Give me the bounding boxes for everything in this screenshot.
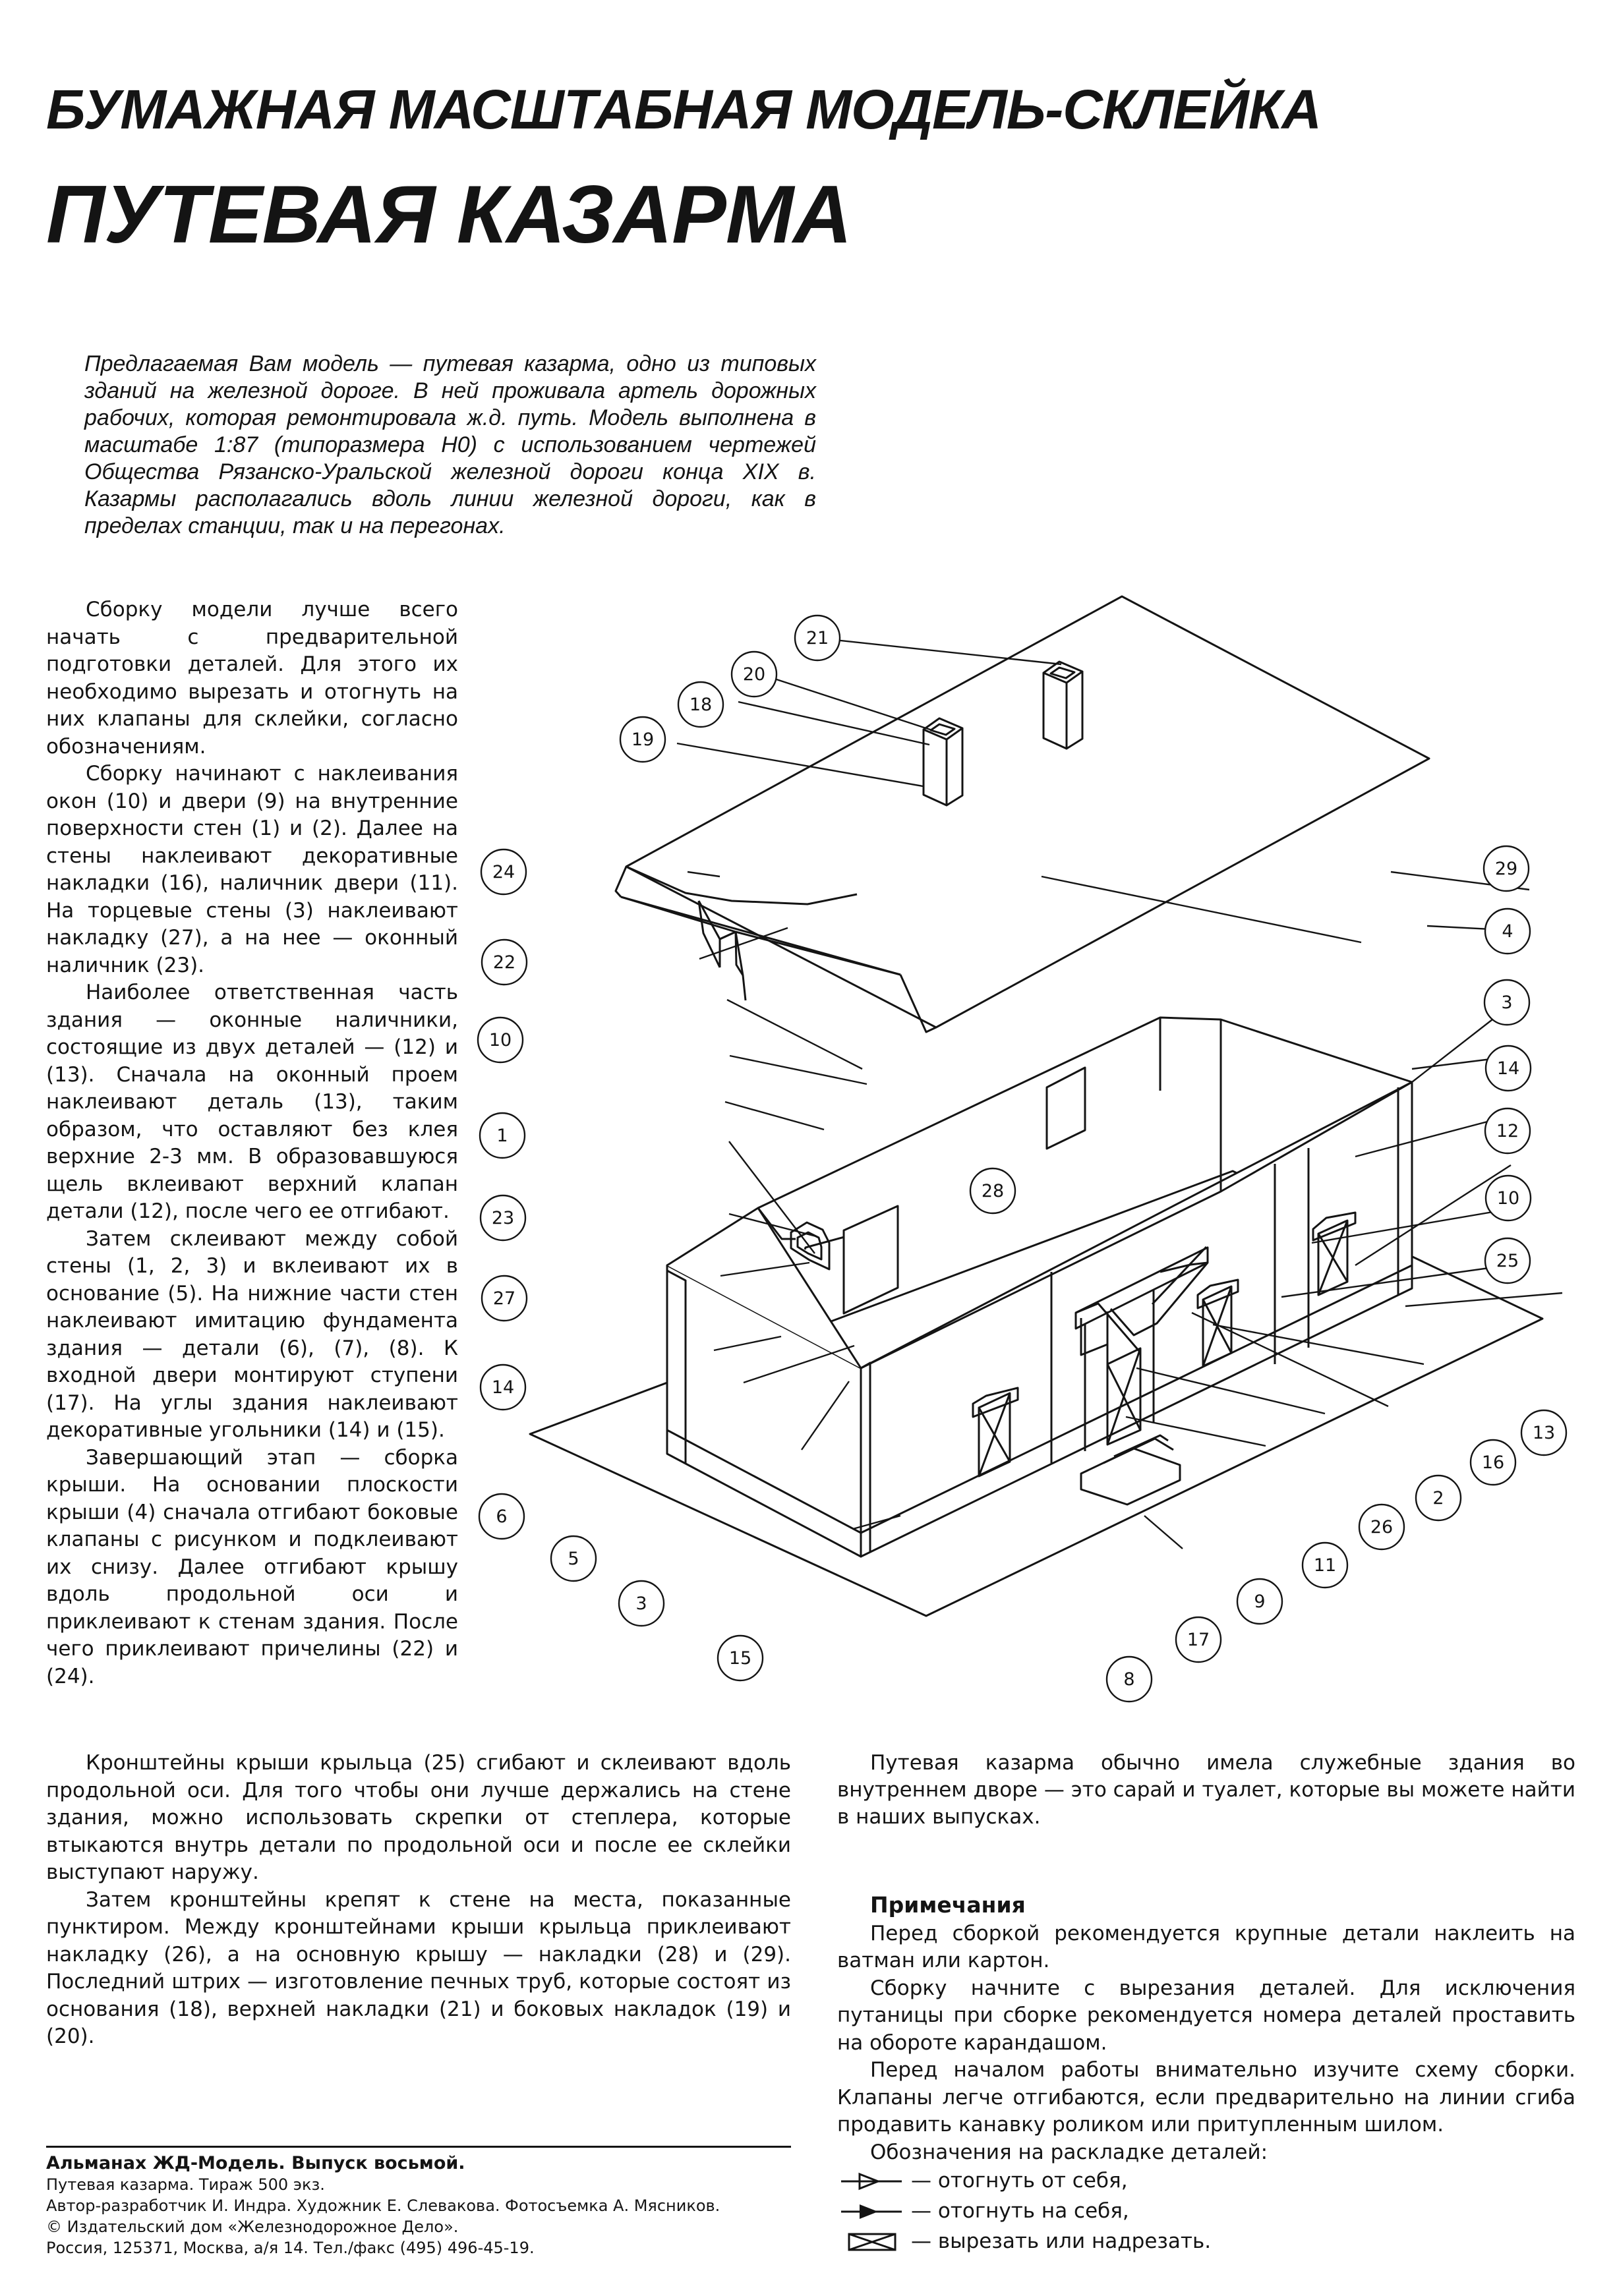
imprint xyxy=(46,2146,791,2258)
cut-box-icon xyxy=(840,2230,903,2254)
callout-23-label: 23 xyxy=(491,1208,515,1228)
instruction-paragraph: Затем кронштейны крепят к стене на места, показанные пунктиром. Между кронштейнами крыши крыльца приклеивают накладку (26), а на основную крышу — накладки (28) и (29). Последний штрих — изготовление печных труб, которые состоят из основания (18), верхней накладки (21) и боковых накладок (19) и (20). xyxy=(46,1887,791,2048)
callout-19-label: 19 xyxy=(631,730,655,750)
callout-14-label: 14 xyxy=(1496,1058,1520,1079)
legend-text: — отогнуть на себя, xyxy=(911,2199,1129,2224)
callout-2-label: 2 xyxy=(1432,1488,1444,1508)
callout-27-label: 27 xyxy=(492,1288,516,1309)
callout-28-label: 28 xyxy=(981,1181,1005,1201)
legend-title: Обозначения на раскладке деталей: xyxy=(870,2140,1268,2164)
imprint-title: Альманах ЖД-Модель. Выпуск восьмой. xyxy=(46,2153,465,2173)
callout-18-label: 18 xyxy=(689,695,713,715)
instruction-paragraph: Кронштейны крыши крыльца (25) сгибают и склеивают вдоль продольной оси. Для того чтобы они лучше держались на стене здания, можно использовать скрепки от степлера, которые втыкаются внутрь детали по продольной оси и после ее склейки выступают наружу. xyxy=(46,1751,791,1884)
assembly-instructions-continued xyxy=(46,1750,791,2051)
page-subtitle: БУМАЖНАЯ МАСШТАБНАЯ МОДЕЛЬ-СКЛЕЙКА xyxy=(46,78,1322,140)
legend-item-cut xyxy=(840,2227,1575,2257)
callout-10-label: 10 xyxy=(488,1030,512,1050)
instruction-paragraph: Сборку начинают с наклеивания окон (10) и двери (9) на внутренние поверхности стен (1) и (2). Далее на стены наклеивают декоративные накладки (16), наличник двери (11). На торцевые стены (3) наклеивают накладку (27), а на нее — оконный наличник (23). xyxy=(46,762,458,977)
chimney-left xyxy=(924,718,962,805)
callout-24-label: 24 xyxy=(492,862,515,882)
callout-1-label: 1 xyxy=(496,1126,508,1146)
imprint-line: Путевая казарма. Тираж 500 экз. xyxy=(46,2175,325,2194)
callout-29-label: 29 xyxy=(1494,859,1518,879)
legend-item-fold-away xyxy=(840,2166,1575,2196)
callout-16-label: 16 xyxy=(1481,1452,1505,1473)
callout-26-label: 26 xyxy=(1370,1517,1394,1537)
outbuildings-text: Путевая казарма обычно имела служебные здания во внутреннем дворе — это сарай и туалет, которые вы можете найти в наших выпусках. xyxy=(837,1751,1575,1829)
page-title: ПУТЕВАЯ КАЗАРМА xyxy=(46,169,852,260)
callout-11-label: 11 xyxy=(1313,1555,1337,1576)
legend-item-fold-toward xyxy=(840,2196,1575,2227)
callout-9-label: 9 xyxy=(1254,1592,1266,1612)
note-paragraph: Сборку начните с вырезания деталей. Для исключения путаницы при сборке рекомендуется номера деталей проставить на обороте карандашом. xyxy=(837,1976,1575,2055)
outbuildings-note xyxy=(837,1750,1575,1831)
callout-8-label: 8 xyxy=(1123,1669,1135,1690)
callout-12-label: 12 xyxy=(1496,1121,1519,1141)
callout-10b-label: 10 xyxy=(1496,1188,1520,1209)
chimney-right xyxy=(1043,662,1082,749)
instruction-paragraph: Сборку модели лучше всего начать с предварительной подготовки деталей. Для этого их необходимо вырезать и отогнуть на них клапаны для склейки, согласно обозначениям. xyxy=(46,598,458,759)
notes-heading: Примечания xyxy=(870,1892,1026,1918)
imprint-line: Автор-разработчик И. Индра. Художник Е. Слевакова. Фотосъемка А. Мясников. xyxy=(46,2196,720,2215)
callout-20-label: 20 xyxy=(742,664,766,685)
instruction-paragraph: Завершающий этап — сборка крыши. На основании плоскости крыши (4) сначала отгибают боковые клапаны с рисунком и подклеивают их снизу. Далее отгибают крышу вдоль продольной оси и приклеивают к стенам здания. После чего приклеивают причелины (22) и (24). xyxy=(46,1445,458,1688)
imprint-line: © Издательский дом «Железнодорожное Дело». xyxy=(46,2218,459,2236)
legend-text: — вырезать или надрезать. xyxy=(911,2229,1212,2254)
fold-away-arrow-icon xyxy=(840,2171,903,2191)
callout-21-label: 21 xyxy=(806,628,829,648)
notes-section xyxy=(837,1891,1575,2257)
instruction-paragraph: Наиболее ответственная часть здания — оконные наличники, состоящие из двух деталей — (12) и (13). Сначала на оконный проем наклеивают деталь (13), таким образом, что оставляют без клея верхние 2-3 мм. В образовавшуюся щель вклеивают верхний клапан детали (12), после чего ее отгибают. xyxy=(46,981,458,1223)
callout-6-label: 6 xyxy=(496,1507,508,1527)
callout-15-label: 15 xyxy=(728,1648,752,1669)
callout-17-label: 17 xyxy=(1187,1630,1210,1650)
callout-3-label: 3 xyxy=(1501,992,1513,1013)
intro-text: Предлагаемая Вам модель — путевая казарма, одно из типовых зданий на железной дороге. В ней проживала артель дорожных рабочих, которая ремонтировала ж.д. путь. Модель выполнена в масштабе 1:87 (типоразмера Н0) с использованием чертежей Общества Рязанско-Уральской железной дороги конца XIX в. Казармы располагались вдоль линии железной дороги, как в пределах станции, так и на перегонах. xyxy=(84,351,816,538)
callout-3b-label: 3 xyxy=(635,1593,647,1614)
callout-5-label: 5 xyxy=(568,1549,579,1569)
instruction-paragraph: Затем склеивают между собой стены (1, 2, 3) и вклеивают их в основание (5). На нижние части стен наклеивают имитацию фундамента здания — детали (6), (7), (8). К входной двери монтируют ступени (17). На углы здания наклеивают декоративные угольники (14) и (15). xyxy=(46,1226,458,1442)
assembly-diagram xyxy=(448,580,1595,1720)
callout-22-label: 22 xyxy=(492,952,516,973)
fold-toward-arrow-icon xyxy=(840,2202,903,2222)
imprint-line: Россия, 125371, Москва, а/я 14. Тел./факс (495) 496-45-19. xyxy=(46,2239,535,2257)
legend-text: — отогнуть от себя, xyxy=(911,2169,1128,2193)
callout-4-label: 4 xyxy=(1502,921,1513,942)
assembly-instructions-column xyxy=(46,596,458,1690)
callout-13-label: 13 xyxy=(1532,1423,1556,1443)
intro-paragraph xyxy=(84,351,816,540)
note-paragraph: Перед сборкой рекомендуется крупные детали наклеить на ватман или картон. xyxy=(837,1921,1575,1972)
note-paragraph: Перед началом работы внимательно изучите схему сборки. Клапаны легче отгибаются, если предварительно на линии сгиба продавить канавку роликом или притупленным шилом. xyxy=(837,2058,1575,2137)
callout-25-label: 25 xyxy=(1496,1251,1519,1271)
callout-14b-label: 14 xyxy=(491,1377,515,1398)
